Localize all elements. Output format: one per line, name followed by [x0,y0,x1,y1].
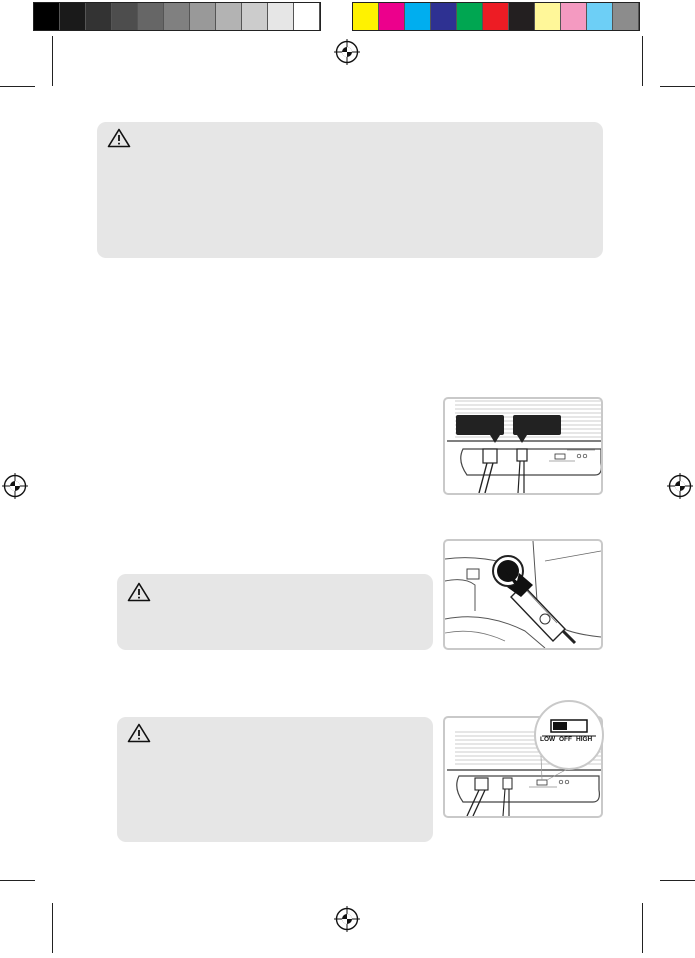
color-swatch [405,3,431,30]
warning-triangle-icon [127,582,151,602]
warning-triangle-icon [127,723,151,743]
color-swatch [353,3,379,30]
car-socket-illustration [445,541,601,648]
crop-mark-top-left [52,36,53,86]
registration-mark-icon [667,473,693,499]
grayscale-color-bar [33,2,321,31]
gray-swatch [242,3,268,30]
crop-mark-bottom-right-h [660,880,695,881]
gray-swatch [112,3,138,30]
connectors-illustration [445,399,601,493]
warning-box-main [97,122,603,258]
figure-connectors [443,397,603,495]
warning-box-socket [117,574,433,650]
color-swatch [613,3,639,30]
gray-swatch [268,3,294,30]
color-swatch [431,3,457,30]
registration-mark-icon [334,39,360,65]
gray-swatch [164,3,190,30]
gray-swatch [216,3,242,30]
color-swatch [535,3,561,30]
crop-mark-bottom-left [52,903,53,953]
gray-swatch [138,3,164,30]
color-swatch [483,3,509,30]
gray-swatch [190,3,216,30]
crop-mark-top-right [642,36,643,86]
crop-mark-bottom-left-h [0,880,35,881]
registration-mark-icon [2,473,28,499]
color-swatch [509,3,535,30]
crop-mark-top-left-h [0,86,35,87]
color-swatch [457,3,483,30]
process-color-bar [352,2,640,31]
gray-swatch [86,3,112,30]
switch-label-high: HIGH [576,736,593,743]
registration-mark-icon [334,906,360,932]
warning-triangle-icon [107,128,131,148]
gray-swatch [60,3,86,30]
warning-box-switch [117,717,433,842]
switch-label-off: OFF [559,736,572,743]
switch-magnifier [532,698,606,772]
figure-car-socket [443,539,603,650]
crop-mark-bottom-right [642,903,643,953]
color-swatch [561,3,587,30]
figure-power-switch [443,716,603,818]
color-swatch [587,3,613,30]
gray-swatch [34,3,60,30]
gray-swatch [294,3,320,30]
switch-label-low: LOW [540,736,556,743]
crop-mark-top-right-h [660,86,695,87]
color-swatch [379,3,405,30]
